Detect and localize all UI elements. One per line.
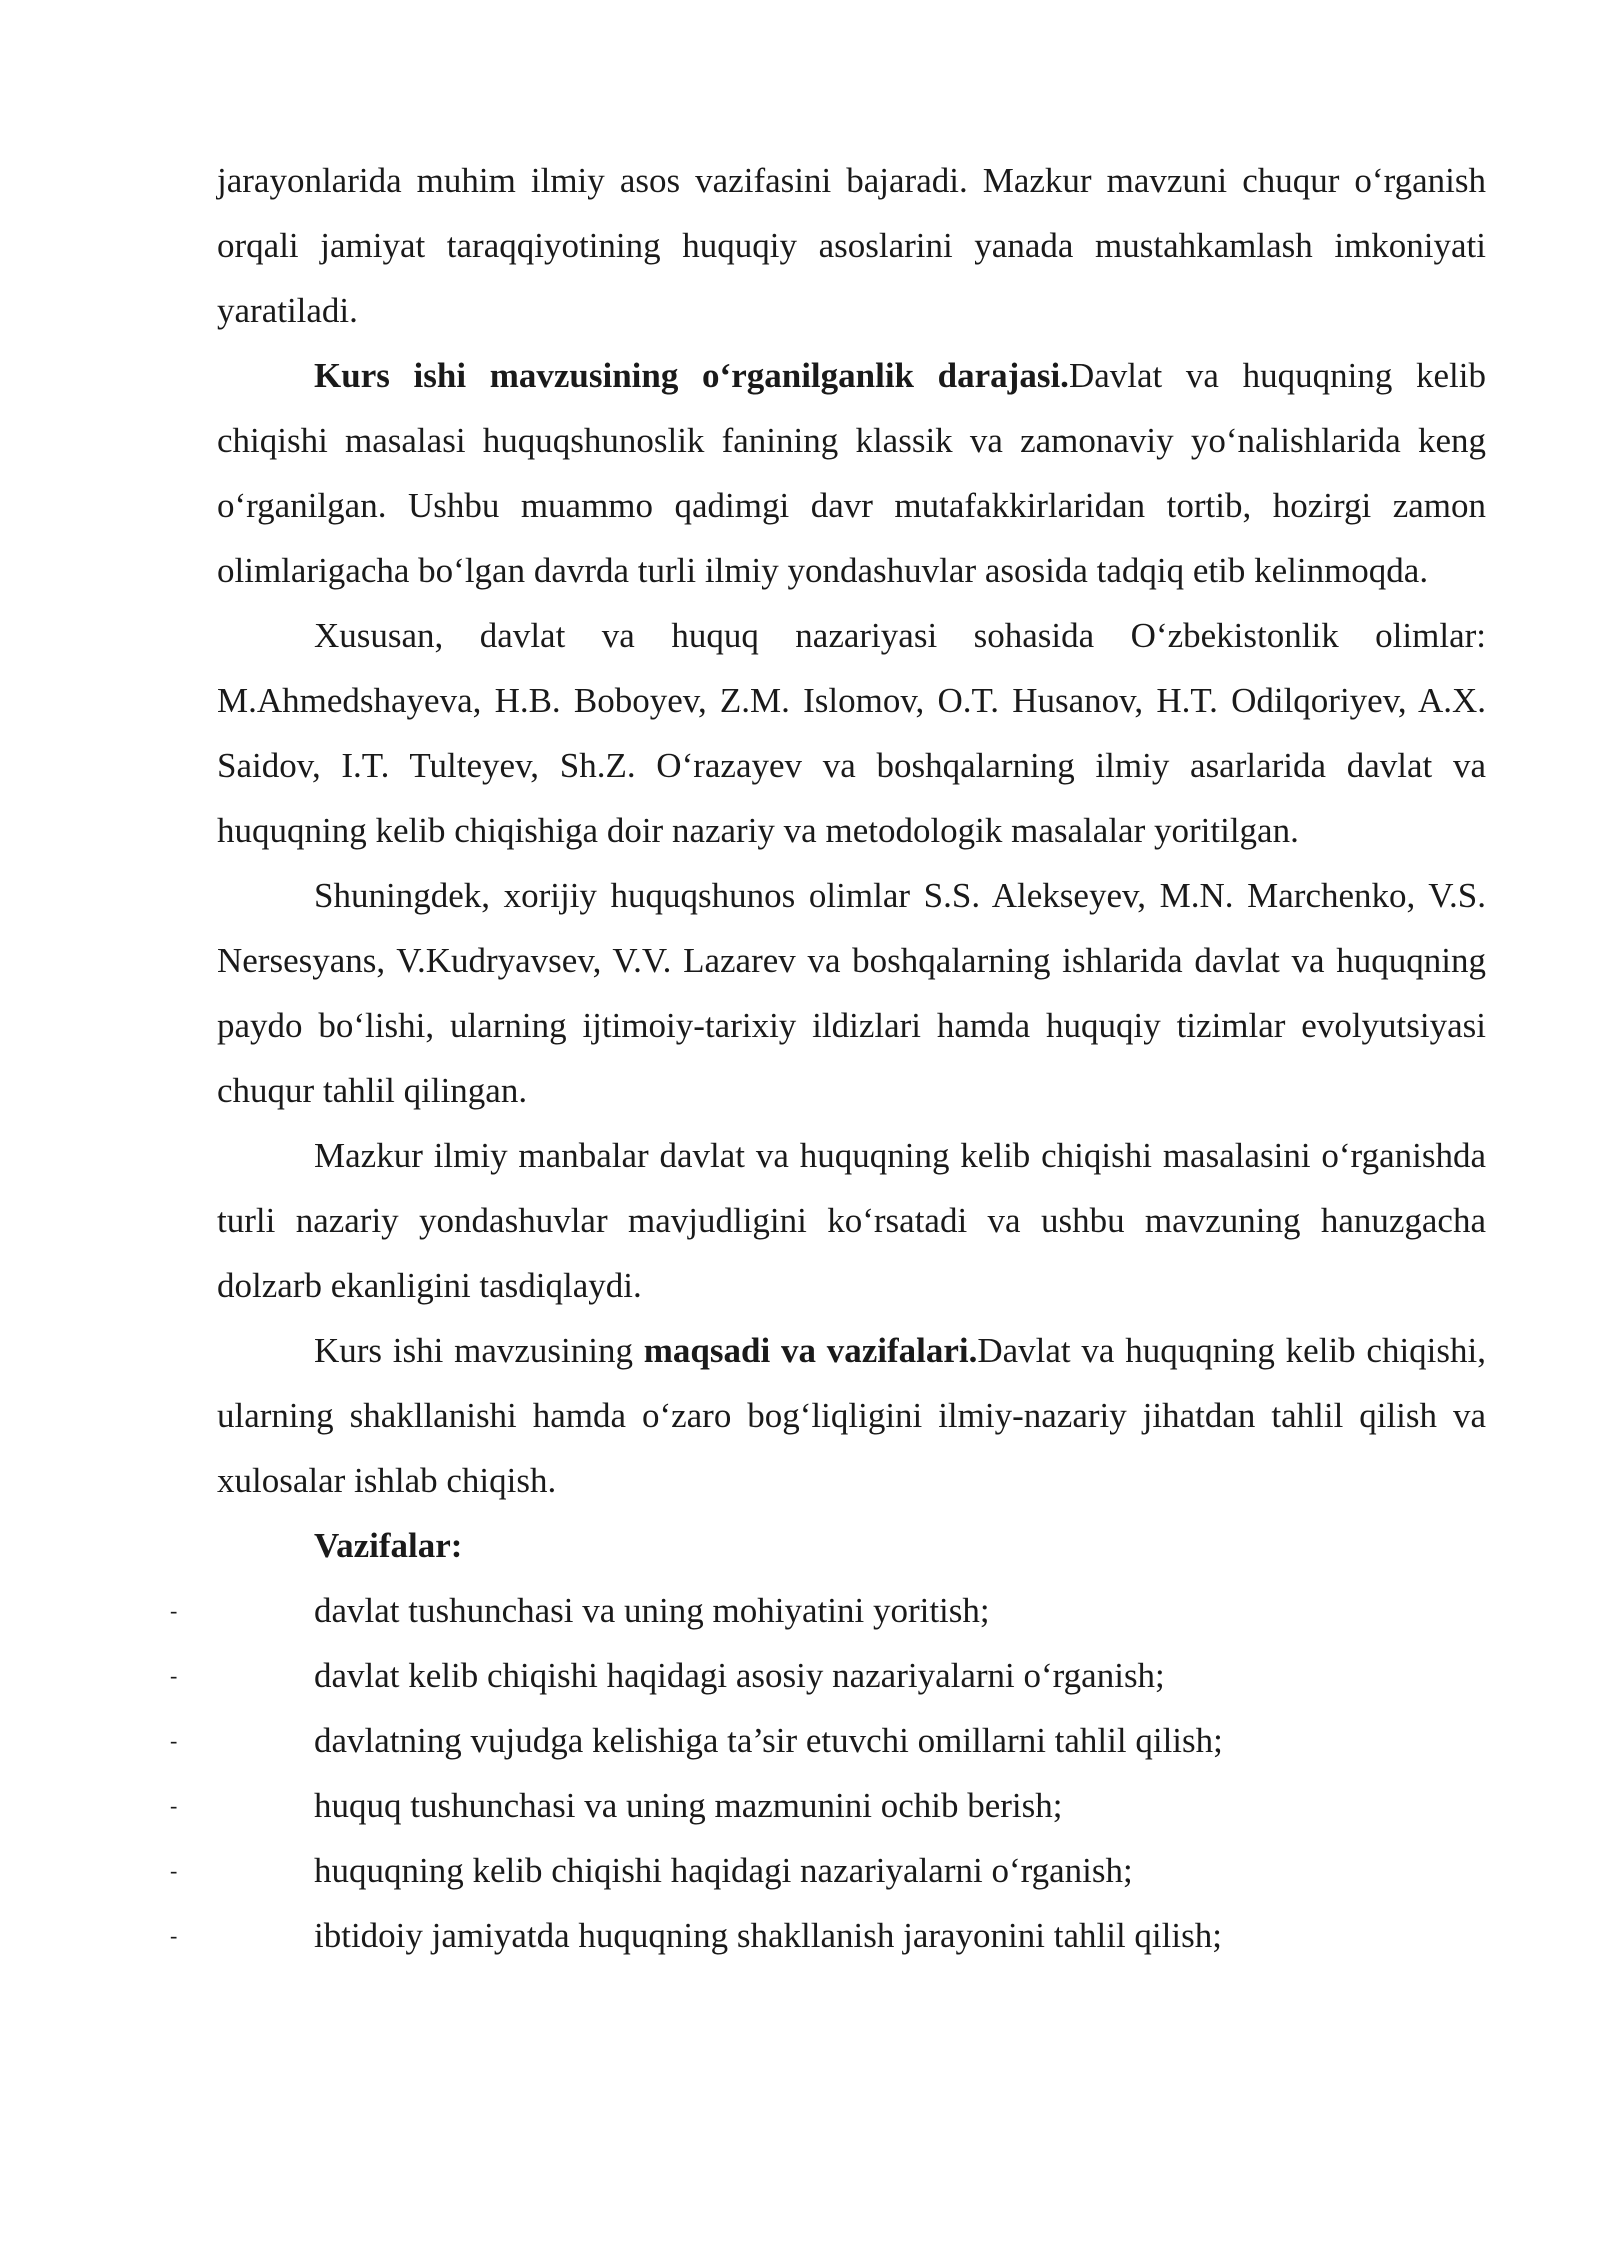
- goals-prefix: Kurs ishi mavzusining: [314, 1331, 644, 1370]
- bullet-dash: -: [170, 1923, 178, 1948]
- list-item: [170, 1773, 1486, 1838]
- list-item: [170, 1643, 1486, 1708]
- list-item: [170, 1838, 1486, 1903]
- list-item: [170, 1708, 1486, 1773]
- paragraph-sources-summary: Mazkur ilmiy manbalar davlat va huquqning kelib chiqishi masalasini o‘rganishda turli nazariy yondashuvlar mavjudligini ko‘rsatadi va ushbu mavzuning hanuzgacha dolzarb ekanligini tasdiqlaydi.: [217, 1136, 1486, 1305]
- bullet-dash: -: [170, 1728, 178, 1753]
- task-text: huquq tushunchasi va uning mazmunini ochib berish;: [314, 1786, 1063, 1825]
- study-degree-text: Davlat va huquqning kelib chiqishi masalasi huquqshunoslik fanining klassik va zamonaviy yo‘nalishlarida keng o‘rganilgan. Ushbu muammo qadimgi davr mutafakkirlaridan tortib, hozirgi zamon olimlarigacha bo‘lgan davrda turli ilmiy yondashuvlar asosida tadqiq etib kelinmoqda.: [217, 356, 1486, 590]
- bullet-dash: -: [170, 1663, 178, 1688]
- paragraph-goals: [217, 1318, 1486, 1513]
- tasks-heading: Vazifalar:: [314, 1526, 463, 1565]
- paragraph-foreign-scholars: Shuningdek, xorijiy huquqshunos olimlar S.S. Alekseyev, M.N. Marchenko, V.S. Nersesyans, V.Kudryavsev, V.V. Lazarev va boshqalarning ishlarida davlat va huquqning paydo bo‘lishi, ularning ijtimoiy-tarixiy ildizlari hamda huquqiy tizimlar evolyutsiyasi chuqur tahlil qilingan.: [217, 876, 1486, 1110]
- study-degree-heading: Kurs ishi mavzusining o‘rganilganlik darajasi.: [314, 356, 1069, 395]
- task-text: davlat tushunchasi va uning mohiyatini yoritish;: [314, 1591, 990, 1630]
- list-item: [170, 1903, 1486, 1968]
- paragraph-study-degree: [217, 343, 1486, 603]
- goals-heading: maqsadi va vazifalari.: [643, 1331, 978, 1370]
- list-item: [170, 1578, 1486, 1643]
- paragraph-uzbek-scholars: Xususan, davlat va huquq nazariyasi sohasida O‘zbekistonlik olimlar: M.Ahmedshayeva, H.B. Boboyev, Z.M. Islomov, O.T. Husanov, H.T. Odilqoriyev, A.X. Saidov, I.T. Tulteyev, Sh.Z. O‘razayev va boshqalarning ilmiy asarlarida davlat va huquqning kelib chiqishiga doir nazariy va metodologik masalalar yoritilgan.: [217, 616, 1486, 850]
- goals-text: Davlat va huquqning kelib chiqishi, ularning shakllanishi hamda o‘zaro bog‘liqligini ilmiy-nazariy jihatdan tahlil qilish va xulosalar ishlab chiqish.: [217, 1331, 1486, 1500]
- task-text: ibtidoiy jamiyatda huquqning shakllanish jarayonini tahlil qilish;: [314, 1916, 1222, 1955]
- tasks-list: [170, 1578, 1486, 1968]
- task-text: huquqning kelib chiqishi haqidagi nazariyalarni o‘rganish;: [314, 1851, 1133, 1890]
- bullet-dash: -: [170, 1793, 178, 1818]
- bullet-dash: -: [170, 1858, 178, 1883]
- task-text: davlat kelib chiqishi haqidagi asosiy nazariyalarni o‘rganish;: [314, 1656, 1165, 1695]
- paragraph-intro-continuation: jarayonlarida muhim ilmiy asos vazifasini bajaradi. Mazkur mavzuni chuqur o‘rganish orqali jamiyat taraqqiyotining huquqiy asoslarini yanada mustahkamlash imkoniyati yaratiladi.: [217, 161, 1486, 330]
- task-text: davlatning vujudga kelishiga ta’sir etuvchi omillarni tahlil qilish;: [314, 1721, 1223, 1760]
- bullet-dash: -: [170, 1598, 178, 1623]
